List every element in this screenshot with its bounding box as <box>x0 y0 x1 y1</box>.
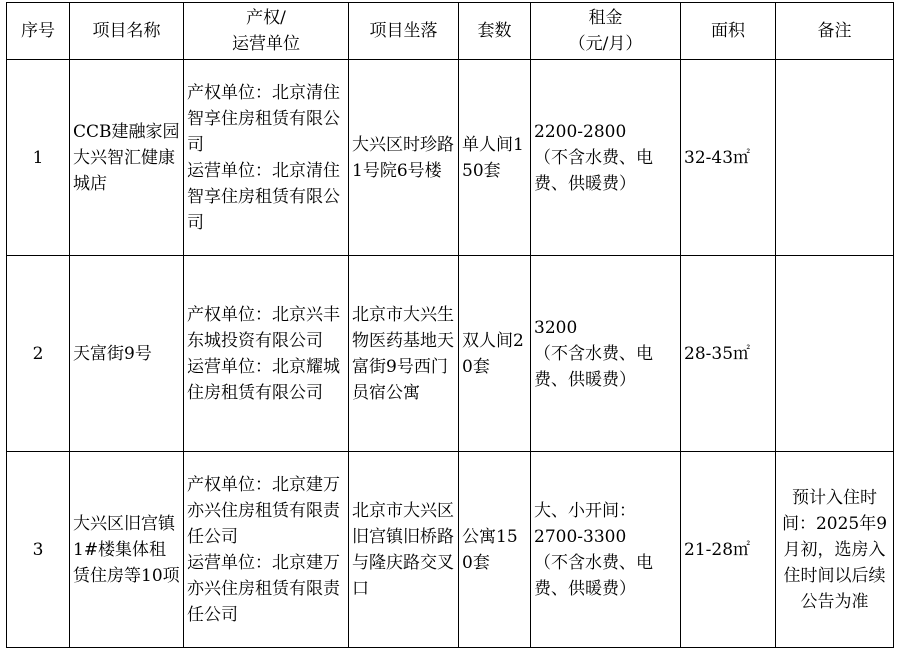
cell-remark <box>776 60 894 256</box>
cell-rent-note: （不含水费、电费、供暖费） <box>534 343 653 390</box>
cell-units: 单人间150套 <box>459 60 531 256</box>
cell-units: 公寓150套 <box>459 452 531 648</box>
cell-index: 2 <box>7 256 70 452</box>
cell-owner: 产权单位：北京兴丰东城投资有限公司 <box>187 304 340 351</box>
header-location: 项目坐落 <box>349 3 459 60</box>
cell-remark <box>776 256 894 452</box>
header-rent-line2: （元/月） <box>568 34 643 54</box>
header-rent <box>531 3 681 60</box>
cell-operator: 运营单位：北京清住智享住房租赁有限公司 <box>187 160 340 233</box>
cell-rent-range: 3200 <box>534 317 578 338</box>
cell-location: 北京市大兴生物医药基地天富街9号西门员宿公寓 <box>349 256 459 452</box>
header-unit <box>184 3 349 60</box>
cell-index: 1 <box>7 60 70 256</box>
cell-name: 天富街9号 <box>70 256 184 452</box>
header-unit-line2: 运营单位 <box>232 34 300 54</box>
header-area: 面积 <box>681 3 776 60</box>
cell-rent <box>531 60 681 256</box>
cell-location: 大兴区时珍路1号院6号楼 <box>349 60 459 256</box>
table-row <box>7 256 894 452</box>
cell-rent-range: 2700-3300 <box>534 526 627 547</box>
header-unit-line1: 产权/ <box>246 8 286 28</box>
header-rent-line1: 租金 <box>588 8 623 28</box>
cell-owner: 产权单位：北京清住智享住房租赁有限公司 <box>187 82 340 155</box>
cell-area: 32-43㎡ <box>681 60 776 256</box>
header-row <box>7 3 894 60</box>
header-units: 套数 <box>459 3 531 60</box>
housing-table <box>6 2 894 648</box>
cell-location: 北京市大兴区旧宫镇旧桥路与隆庆路交叉口 <box>349 452 459 648</box>
cell-rent-note: （不含水费、电费、供暖费） <box>534 147 653 194</box>
cell-unit <box>184 256 349 452</box>
cell-remark: 预计入住时间：2025年9月初，选房入住时间以后续公告为准 <box>776 452 894 648</box>
table-row <box>7 452 894 648</box>
cell-units: 双人间20套 <box>459 256 531 452</box>
header-index: 序号 <box>7 3 70 60</box>
cell-name: 大兴区旧宫镇1#楼集体租赁住房等10项 <box>70 452 184 648</box>
cell-rent <box>531 256 681 452</box>
cell-operator: 运营单位：北京耀城住房租赁有限公司 <box>187 356 340 403</box>
cell-unit <box>184 60 349 256</box>
table-row <box>7 60 894 256</box>
cell-name: CCB建融家园大兴智汇健康城店 <box>70 60 184 256</box>
header-remark: 备注 <box>776 3 894 60</box>
header-name: 项目名称 <box>70 3 184 60</box>
cell-index: 3 <box>7 452 70 648</box>
cell-rent-type: 大、小开间： <box>534 500 636 521</box>
cell-unit <box>184 452 349 648</box>
cell-area: 28-35㎡ <box>681 256 776 452</box>
cell-area: 21-28㎡ <box>681 452 776 648</box>
cell-rent <box>531 452 681 648</box>
cell-owner: 产权单位：北京建万亦兴住房租赁有限责任公司 <box>187 474 340 547</box>
cell-operator: 运营单位：北京建万亦兴住房租赁有限责任公司 <box>187 552 340 625</box>
cell-rent-note: （不含水费、电费、供暖费） <box>534 552 653 599</box>
cell-rent-range: 2200-2800 <box>534 121 627 142</box>
